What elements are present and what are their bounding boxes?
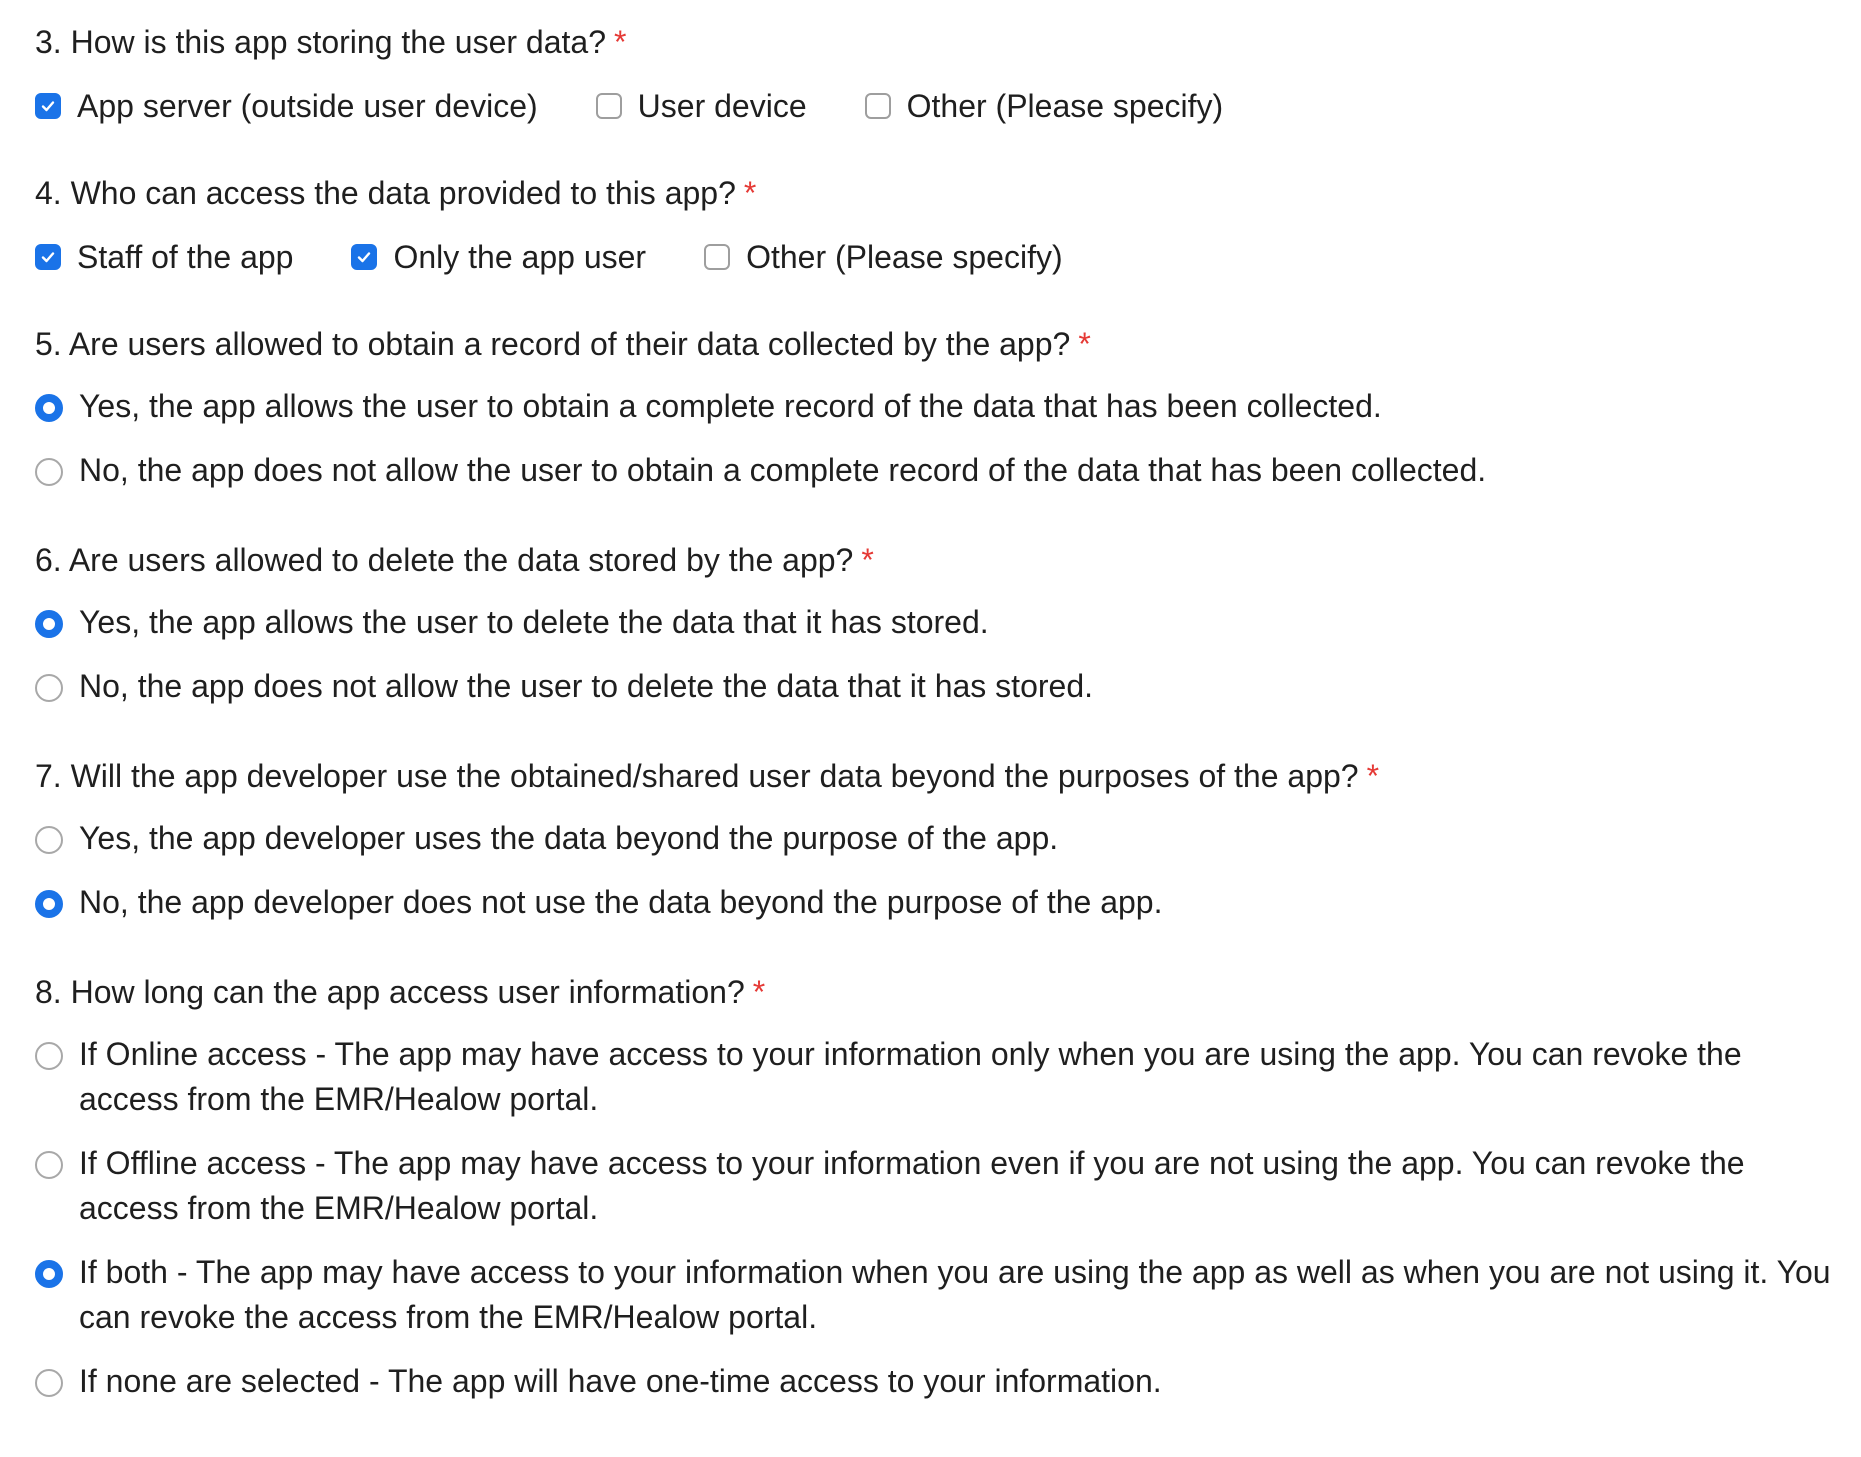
checkmark-icon [40, 98, 56, 114]
required-asterisk: * [743, 175, 757, 211]
question-text: 4. Who can access the data provided to this app? [35, 175, 736, 211]
question-3 [35, 22, 1835, 126]
option-app-server[interactable] [35, 86, 538, 126]
radio-option[interactable] [35, 1143, 1835, 1231]
question-title [35, 173, 1835, 213]
radio-button[interactable] [35, 610, 63, 638]
radio-option[interactable] [35, 602, 1835, 645]
option-label: Staff of the app [77, 239, 294, 275]
radio-button[interactable] [35, 826, 63, 854]
option-label: Yes, the app developer uses the data beyond the purpose of the app. [79, 820, 1059, 856]
checkbox-group [35, 237, 1835, 277]
required-asterisk: * [861, 542, 874, 578]
radio-button[interactable] [35, 1369, 63, 1397]
checkbox-group [35, 86, 1835, 126]
option-user-device[interactable] [596, 86, 807, 126]
option-label: If none are selected - The app will have one-time access to your information. [79, 1363, 1162, 1399]
option-other[interactable] [865, 86, 1224, 126]
radio-option[interactable] [35, 1252, 1835, 1340]
radio-button[interactable] [35, 1260, 63, 1288]
option-label: Yes, the app allows the user to delete the data that it has stored. [79, 604, 989, 640]
question-8 [35, 972, 1835, 1404]
option-label: Other (Please specify) [746, 239, 1063, 275]
option-label: No, the app does not allow the user to obtain a complete record of the data that has been collected. [79, 452, 1487, 488]
radio-button[interactable] [35, 1151, 63, 1179]
privacy-questionnaire-form [35, 0, 1835, 1451]
radio-option[interactable] [35, 1361, 1835, 1404]
question-text: 8. How long can the app access user information? [35, 974, 745, 1010]
checkbox[interactable] [704, 244, 730, 270]
radio-group [35, 818, 1835, 925]
checkmark-icon [356, 249, 372, 265]
radio-button[interactable] [35, 674, 63, 702]
radio-button[interactable] [35, 1042, 63, 1070]
option-only-app-user[interactable] [351, 237, 646, 277]
question-title [35, 324, 1835, 364]
radio-option[interactable] [35, 818, 1835, 861]
option-label: If Online access - The app may have access to your information only when you are using the app. You can revoke the access from the EMR/Healow portal. [79, 1036, 1742, 1117]
question-6 [35, 540, 1835, 709]
option-label: Other (Please specify) [906, 88, 1224, 124]
option-label: App server (outside user device) [77, 88, 538, 124]
question-title [35, 22, 1835, 62]
option-label: If both - The app may have access to your information when you are using the app as well as when you are not using it. You can revoke the access from the EMR/Healow portal. [79, 1254, 1831, 1335]
radio-option[interactable] [35, 450, 1835, 493]
option-label: Yes, the app allows the user to obtain a complete record of the data that has been collected. [79, 388, 1382, 424]
question-text: 7. Will the app developer use the obtained/shared user data beyond the purposes of the app? [35, 758, 1359, 794]
checkmark-icon [40, 249, 56, 265]
radio-button[interactable] [35, 458, 63, 486]
checkbox[interactable] [865, 93, 891, 119]
option-label: User device [637, 88, 807, 124]
required-asterisk: * [752, 974, 766, 1010]
option-label: No, the app does not allow the user to delete the data that it has stored. [79, 668, 1093, 704]
question-text: 6. Are users allowed to delete the data stored by the app? [35, 542, 854, 578]
required-asterisk: * [613, 24, 627, 60]
radio-group [35, 1034, 1835, 1404]
radio-option[interactable] [35, 882, 1835, 925]
option-label: Only the app user [393, 239, 647, 275]
radio-option[interactable] [35, 1034, 1835, 1122]
checkbox[interactable] [35, 244, 61, 270]
question-5 [35, 324, 1835, 493]
checkbox[interactable] [351, 244, 377, 270]
radio-group [35, 602, 1835, 709]
option-staff-of-app[interactable] [35, 237, 293, 277]
required-asterisk: * [1078, 326, 1091, 362]
option-label: No, the app developer does not use the data beyond the purpose of the app. [79, 884, 1163, 920]
checkbox[interactable] [596, 93, 622, 119]
radio-group [35, 386, 1835, 493]
option-label: If Offline access - The app may have access to your information even if you are not using the app. You can revoke the access from the EMR/Healow portal. [79, 1145, 1745, 1226]
question-text: 3. How is this app storing the user data? [35, 24, 606, 60]
radio-button[interactable] [35, 890, 63, 918]
question-7 [35, 756, 1835, 925]
option-other[interactable] [704, 237, 1063, 277]
radio-option[interactable] [35, 666, 1835, 709]
checkbox[interactable] [35, 93, 61, 119]
question-4 [35, 173, 1835, 277]
required-asterisk: * [1366, 758, 1380, 794]
question-title [35, 972, 1835, 1012]
question-text: 5. Are users allowed to obtain a record of their data collected by the app? [35, 326, 1071, 362]
radio-option[interactable] [35, 386, 1835, 429]
question-title [35, 540, 1835, 580]
radio-button[interactable] [35, 394, 63, 422]
question-title [35, 756, 1835, 796]
